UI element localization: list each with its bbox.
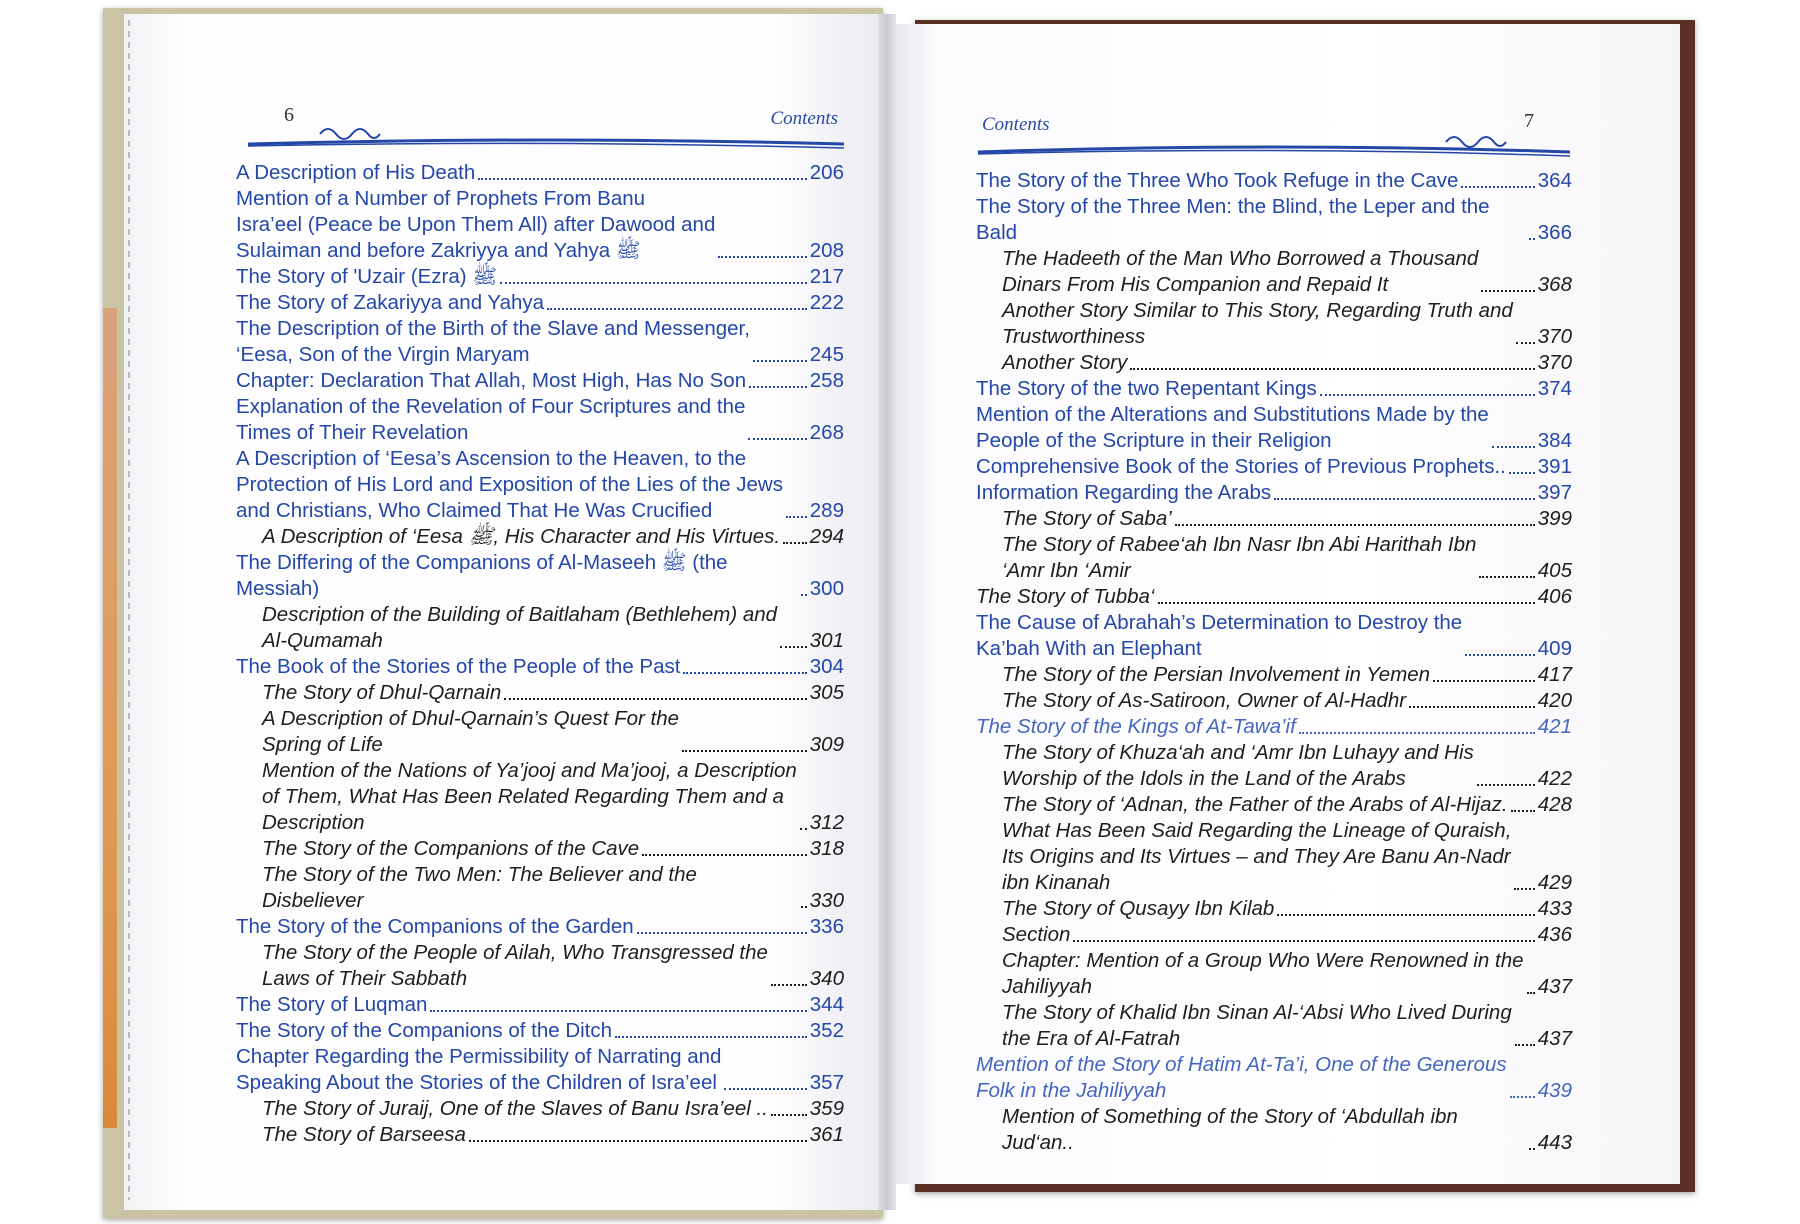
toc-entry [236,160,844,186]
dot-leader [1492,446,1535,448]
toc-entry-page: 258 [809,369,844,392]
toc-entry-title: The Story of Qusayy Ibn Kilab [1002,897,1275,920]
right-header-title: Contents [982,114,1050,135]
toc-entry-title: The Story of Tubba‘ [976,585,1155,608]
toc-entry [236,186,844,264]
dot-leader [1481,290,1534,292]
toc-entry-page: 300 [809,577,844,600]
toc-entry-page: 268 [809,421,844,444]
toc-entry-title: The Story of Khuza‘ah and ‘Amr Ibn Luhayy and His Worship of the Idols in the Land of the Arabs [1002,741,1474,790]
dot-leader [749,386,807,388]
dot-leader [1274,498,1535,500]
dot-leader [478,178,807,180]
toc-entry [236,368,844,394]
toc-entry-title: The Story of Dhul-Qarnain [262,681,502,704]
toc-entry-title: Another Story Similar to This Story, Regarding Truth and Trustworthiness [1002,299,1513,348]
toc-entry-title: The Differing of the Companions of Al-Maseeh ﷺ (the Messiah) [236,551,728,600]
toc-entry [236,680,844,706]
dot-leader [783,542,807,544]
toc-entry-page: 397 [1537,481,1572,504]
toc-entry-title: Mention of the Story of Hatim At-Ta’i, One of the Generous Folk in the Jahiliyyah [976,1053,1507,1102]
dot-leader [1158,602,1535,604]
dot-leader [469,1140,807,1142]
dot-leader [1527,992,1535,994]
toc-entry [976,714,1572,740]
toc-entry [236,1096,844,1122]
toc-entry [976,688,1572,714]
toc-entry-title: The Story of the Companions of the Garden [236,915,634,938]
toc-entry-title: Explanation of the Revelation of Four Scriptures and the Times of Their Revelation [236,395,746,444]
toc-entry-page: 370 [1537,325,1572,348]
toc-entry [976,402,1572,454]
toc-entry-page: 309 [809,733,844,756]
dot-leader [1409,706,1535,708]
toc-entry-page: 366 [1537,221,1572,244]
toc-entry-page: 318 [809,837,844,860]
dot-leader [1514,888,1534,890]
dot-leader [1516,342,1535,344]
toc-entry-title: The Story of the two Repentant Kings [976,377,1317,400]
toc-entry [236,550,844,602]
toc-entry [976,740,1572,792]
toc-entry-title: The Story of As-Satiroon, Owner of Al-Hadhr [1002,689,1407,712]
toc-entry-page: 428 [1537,793,1572,816]
toc-entry-title: Description of the Building of Baitlaham (Bethlehem) and Al-Qumamah [262,603,778,652]
toc-entry-title: Comprehensive Book of the Stories of Previous Prophets.. [976,455,1506,478]
toc-entry-title: The Story of Saba’ [1002,507,1172,530]
toc-entry-title: The Story of Khalid Ibn Sinan Al-‘Absi Who Lived During the Era of Al-Fatrah [1002,1001,1512,1050]
toc-entry-title: The Story of the Kings of At-Tawa’if [976,715,1296,738]
toc-entry-page: 437 [1537,1027,1572,1050]
toc-entry [236,914,844,940]
toc-entry-page: 436 [1537,923,1572,946]
toc-entry-title: Chapter: Mention of a Group Who Were Renowned in the Jahiliyyah [1002,949,1524,998]
toc-entry-title: The Story of the Persian Involvement in Yemen [1002,663,1431,686]
toc-entry-title: The Story of the Three Men: the Blind, the Leper and the Bald [976,195,1490,244]
toc-entry-page: 439 [1537,1079,1572,1102]
toc-entry-page: 422 [1537,767,1572,790]
toc-entry-page: 429 [1537,871,1572,894]
toc-entry [976,454,1572,480]
toc-entry [236,706,844,758]
toc-entry-page: 222 [809,291,844,314]
toc-entry-page: 409 [1537,637,1572,660]
toc-entry-title: A Description of ‘Eesa ﷺ, His Character and His Virtues. [262,525,781,548]
toc-entry-title: A Description of Dhul-Qarnain’s Quest For the Spring of Life [262,707,680,756]
dot-leader [780,646,807,648]
cover-art-strip [103,308,117,1128]
dot-leader [801,906,807,908]
toc-entry-title: Chapter: Declaration That Allah, Most High, Has No Son [236,369,747,392]
toc-entry-page: 330 [809,889,844,912]
toc-entry [976,376,1572,402]
dot-leader [1479,576,1534,578]
dot-leader [430,1010,806,1012]
toc-entry [976,1104,1572,1156]
dot-leader [1175,524,1535,526]
toc-entry [236,654,844,680]
dot-leader [1529,1148,1535,1150]
toc-entry [236,524,844,550]
toc-entry [976,792,1572,818]
toc-entry-title: Information Regarding the Arabs [976,481,1272,504]
toc-entry-title: The Story of the Companions of the Cave [262,837,640,860]
toc-entry [976,168,1572,194]
toc-entry-title: The Story of the Three Who Took Refuge in the Cave [976,169,1459,192]
dot-leader [1529,238,1535,240]
toc-entry-title: Another Story [1002,351,1128,374]
toc-entry-title: Mention of a Number of Prophets From Banu Isra’eel (Peace be Upon Them All) after Dawood and Sulaiman and before Zakriyya and Yahya ﷺ [236,187,716,262]
toc-entry [976,350,1572,376]
toc-entry-page: 312 [809,811,844,834]
toc-entry-page: 305 [809,681,844,704]
toc-entry [976,298,1572,350]
dot-leader [500,282,807,284]
toc-entry-page: 417 [1537,663,1572,686]
dot-leader [683,672,806,674]
right-page-number: 7 [1524,110,1534,132]
dot-leader [786,516,807,518]
left-page-header [246,104,846,154]
toc-entry-page: 420 [1537,689,1572,712]
book-gutter [878,14,896,1210]
toc-entry-title: The Story of the People of Ailah, Who Transgressed the Laws of Their Sabbath [262,941,768,990]
toc-entry-page: 301 [809,629,844,652]
toc-entry-title: The Story of Juraij, One of the Slaves of Banu Isra’eel .. [262,1097,768,1120]
toc-entry-page: 421 [1537,715,1572,738]
toc-entry-page: 245 [809,343,844,366]
toc-entry-page: 289 [809,499,844,522]
toc-entry-page: 370 [1537,351,1572,374]
toc-entry [976,532,1572,584]
dot-leader [771,984,807,986]
toc-entry [236,446,844,524]
toc-entry [236,1018,844,1044]
toc-entry-page: 364 [1537,169,1572,192]
toc-entry-page: 368 [1537,273,1572,296]
toc-entry-title: The Story of Zakariyya and Yahya [236,291,545,314]
dot-leader [637,932,807,934]
toc-entry-title: The Story of Luqman [236,993,428,1016]
toc-entry-page: 340 [809,967,844,990]
toc-entry-title: The Story of ‘Adnan, the Father of the Arabs of Al-Hijaz. [1002,793,1508,816]
toc-entry [976,818,1572,896]
toc-entry-page: 217 [809,265,844,288]
toc-entry-title: A Description of ‘Eesa’s Ascension to the Heaven, to the Protection of His Lord and Exposition of the Lies of the Jews and Christians, Who Claimed That He Was Crucified [236,447,783,522]
dot-leader [718,256,806,258]
dot-leader [1320,394,1535,396]
toc-entry [976,1052,1572,1104]
toc-entry [236,1044,844,1096]
ornament-rule-icon [976,128,1572,158]
right-page-header [976,110,1572,160]
toc-entry-page: 344 [809,993,844,1016]
toc-entry [236,316,844,368]
dot-leader [1130,368,1534,370]
toc-entry-page: 208 [809,239,844,262]
toc-entry [236,940,844,992]
dot-leader [615,1036,807,1038]
toc-entry-page: 384 [1537,429,1572,452]
left-table-of-contents [236,160,844,1148]
dot-leader [1461,186,1534,188]
dot-leader [1073,940,1534,942]
toc-entry [976,480,1572,506]
toc-entry-page: 294 [809,525,844,548]
toc-entry-page: 336 [809,915,844,938]
toc-entry-title: The Story of 'Uzair (Ezra) ﷺ [236,265,498,288]
toc-entry-page: 206 [809,161,844,184]
toc-entry [976,584,1572,610]
dot-leader [642,854,807,856]
dot-leader [1511,810,1535,812]
toc-entry [236,1122,844,1148]
toc-entry-page: 357 [809,1071,844,1094]
toc-entry [976,922,1572,948]
toc-entry-page: 443 [1537,1131,1572,1154]
toc-entry-title: The Description of the Birth of the Slave and Messenger, ‘Eesa, Son of the Virgin Maryam [236,317,750,366]
toc-entry-title: The Story of the Two Men: The Believer and the Disbeliever [262,863,697,912]
toc-entry-page: 304 [809,655,844,678]
toc-entry [236,758,844,836]
toc-entry [976,194,1572,246]
toc-entry-title: The Hadeeth of the Man Who Borrowed a Thousand Dinars From His Companion and Repaid It [1002,247,1479,296]
dot-leader [504,698,807,700]
binding-stitch [128,20,130,1200]
toc-entry-page: 405 [1537,559,1572,582]
dot-leader [753,360,807,362]
toc-entry-title: Mention of Something of the Story of ‘Abdullah ibn Jud‘an.. [1002,1105,1458,1154]
toc-entry-page: 437 [1537,975,1572,998]
toc-entry [976,1000,1572,1052]
toc-entry-title: The Cause of Abrahah’s Determination to Destroy the Ka’bah With an Elephant [976,611,1463,660]
dot-leader [1465,654,1535,656]
left-header-title: Contents [770,108,838,129]
dot-leader [801,594,807,596]
dot-leader [1515,1044,1535,1046]
toc-entry [976,610,1572,662]
toc-entry [236,836,844,862]
toc-entry-page: 391 [1537,455,1572,478]
dot-leader [1433,680,1535,682]
toc-entry [236,394,844,446]
toc-entry-title: Mention of the Alterations and Substitutions Made by the People of the Scripture in their Religion [976,403,1489,452]
toc-entry [976,246,1572,298]
toc-entry [236,862,844,914]
toc-entry-title: Mention of the Nations of Ya’jooj and Ma’jooj, a Description of Them, What Has Been Related Regarding Them and a Description [262,759,797,834]
dot-leader [682,750,807,752]
dot-leader [724,1088,806,1090]
toc-entry-title: Chapter Regarding the Permissibility of Narrating and Speaking About the Stories of the Children of Isra’eel [236,1045,722,1094]
toc-entry-page: 352 [809,1019,844,1042]
dot-leader [547,308,807,310]
dot-leader [1509,472,1535,474]
dot-leader [748,438,806,440]
toc-entry-title: The Story of Rabee‘ah Ibn Nasr Ibn Abi Harithah Ibn ‘Amr Ibn ‘Amir [1002,533,1477,582]
toc-entry-title: What Has Been Said Regarding the Lineage of Quraish, Its Origins and Its Virtues – and They Are Banu An-Nadr ibn Kinanah [1002,819,1512,894]
toc-entry-page: 359 [809,1097,844,1120]
toc-entry [236,264,844,290]
dot-leader [771,1114,807,1116]
dot-leader [1299,732,1535,734]
toc-entry-title: The Story of Barseesa [262,1123,466,1146]
dot-leader [1277,914,1534,916]
ornament-rule-icon [246,122,846,152]
toc-entry-page: 406 [1537,585,1572,608]
left-page-number: 6 [284,104,294,126]
toc-entry-page: 361 [809,1123,844,1146]
dot-leader [1477,784,1535,786]
toc-entry [976,896,1572,922]
toc-entry [236,602,844,654]
toc-entry-page: 374 [1537,377,1572,400]
toc-entry-title: The Story of the Companions of the Ditch [236,1019,613,1042]
toc-entry-page: 433 [1537,897,1572,920]
toc-entry-title: The Book of the Stories of the People of the Past [236,655,681,678]
right-table-of-contents [976,168,1572,1156]
toc-entry-title: A Description of His Death [236,161,476,184]
dot-leader [800,828,807,830]
toc-entry [976,948,1572,1000]
toc-entry [976,506,1572,532]
dot-leader [1510,1096,1535,1098]
toc-entry-title: Section [1002,923,1071,946]
toc-entry [236,290,844,316]
toc-entry [976,662,1572,688]
toc-entry [236,992,844,1018]
toc-entry-page: 399 [1537,507,1572,530]
